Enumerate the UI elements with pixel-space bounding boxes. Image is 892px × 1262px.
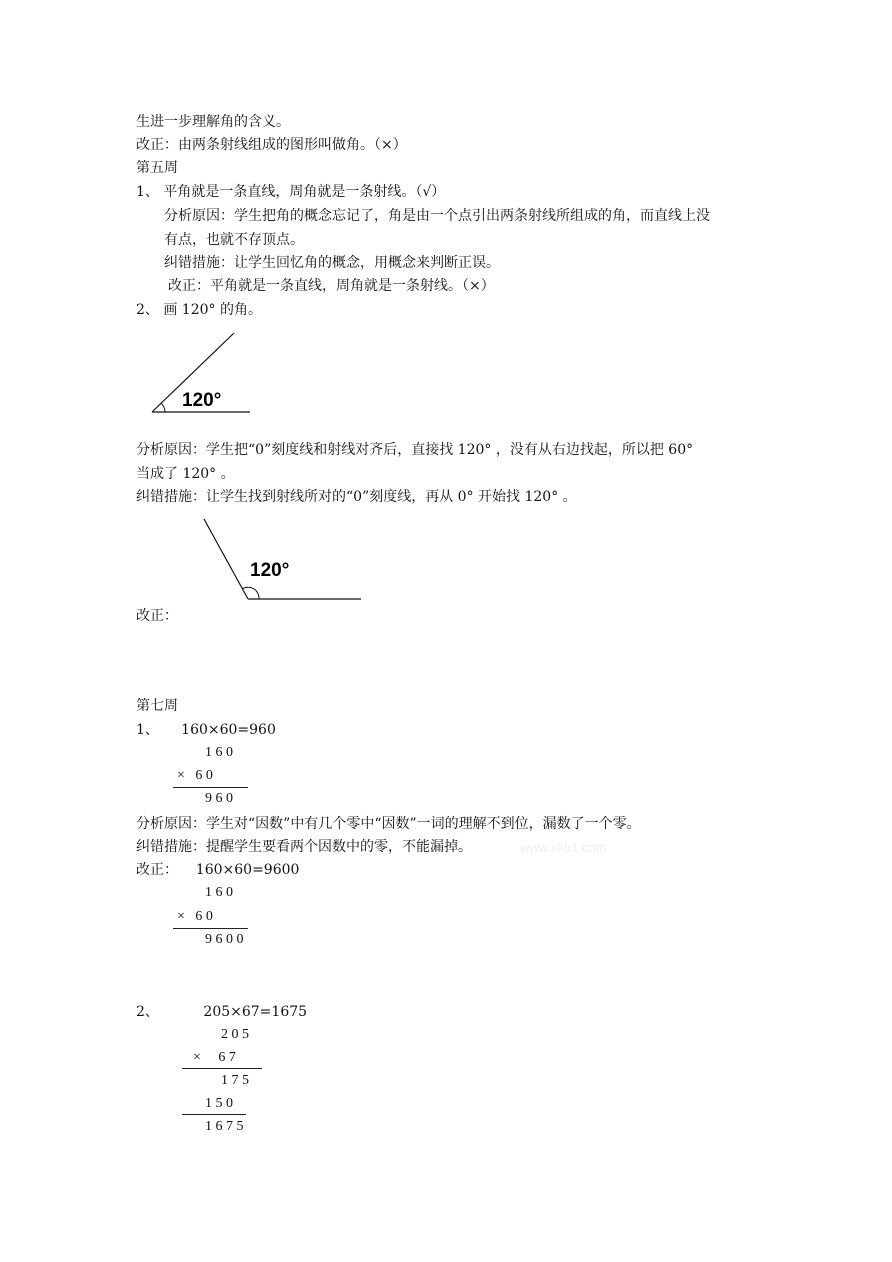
text-line: 生进一步理解角的含义。 bbox=[136, 114, 290, 130]
calc-row-multiplier: × 6 0 bbox=[177, 768, 213, 783]
calc-rule bbox=[182, 1068, 262, 1069]
analysis-line-cont: 当成了 120° 。 bbox=[136, 466, 235, 482]
calc-result: 9 6 0 0 bbox=[205, 932, 244, 947]
question-2: 2、 205×67=1675 bbox=[136, 1004, 308, 1020]
watermark: www.xkb1.com bbox=[520, 840, 607, 855]
calc-result: 9 6 0 bbox=[205, 791, 233, 806]
calc-row: 2 0 5 bbox=[221, 1027, 249, 1042]
correction-line: 改正：由两条射线组成的图形叫做角。（×） bbox=[136, 137, 407, 153]
analysis-line: 分析原因：学生对“因数”中有几个零中“因数”一词的理解不到位，漏数了一个零。 bbox=[136, 816, 641, 832]
correction-line: 改正：平角就是一条直线，周角就是一条射线。（×） bbox=[168, 278, 495, 294]
angle-label: 120° bbox=[182, 390, 222, 411]
calc-row: 1 6 0 bbox=[205, 885, 233, 900]
week-heading: 第七周 bbox=[136, 698, 178, 714]
calc-row-multiplier: × 6 0 bbox=[177, 909, 213, 924]
calc-partial-product: 1 7 5 bbox=[221, 1073, 249, 1088]
calc-partial-product: 1 5 0 bbox=[205, 1096, 233, 1111]
fix-line: 纠错措施：让学生找到射线所对的“0”刻度线，再从 0° 开始找 120° 。 bbox=[136, 489, 577, 505]
calc-result: 1 6 7 5 bbox=[205, 1119, 244, 1134]
correction-line: 改正： 160×60=9600 bbox=[136, 862, 300, 878]
calc-rule bbox=[173, 787, 248, 788]
angle-figure-wrong bbox=[148, 330, 258, 420]
calc-rule bbox=[182, 1114, 246, 1115]
analysis-line: 分析原因：学生把“0”刻度线和射线对齐后，直接找 120° ，没有从右边找起，所以把 60° bbox=[136, 442, 694, 458]
calc-rule bbox=[173, 928, 248, 929]
correction-label: 改正： bbox=[136, 608, 178, 624]
question-1: 1、 平角就是一条直线，周角就是一条射线。（√） bbox=[136, 184, 446, 200]
fix-line: 纠错措施：让学生回忆角的概念，用概念来判断正误。 bbox=[164, 255, 500, 271]
question-2: 2、 画 120° 的角。 bbox=[136, 302, 262, 318]
analysis-line: 分析原因：学生把角的概念忘记了，角是由一个点引出两条射线所组成的角，而直线上没 bbox=[164, 208, 710, 224]
angle-label: 120° bbox=[250, 560, 290, 581]
fix-line: 纠错措施：提醒学生要看两个因数中的零，不能漏掉。 bbox=[136, 839, 472, 855]
analysis-line-cont: 有点，也就不存顶点。 bbox=[164, 232, 304, 248]
calc-row-multiplier: × 6 7 bbox=[193, 1050, 236, 1065]
question-1: 1、 160×60=960 bbox=[136, 722, 276, 738]
angle-figure-correct bbox=[196, 514, 366, 606]
week-heading: 第五周 bbox=[136, 160, 178, 176]
calc-row: 1 6 0 bbox=[205, 745, 233, 760]
